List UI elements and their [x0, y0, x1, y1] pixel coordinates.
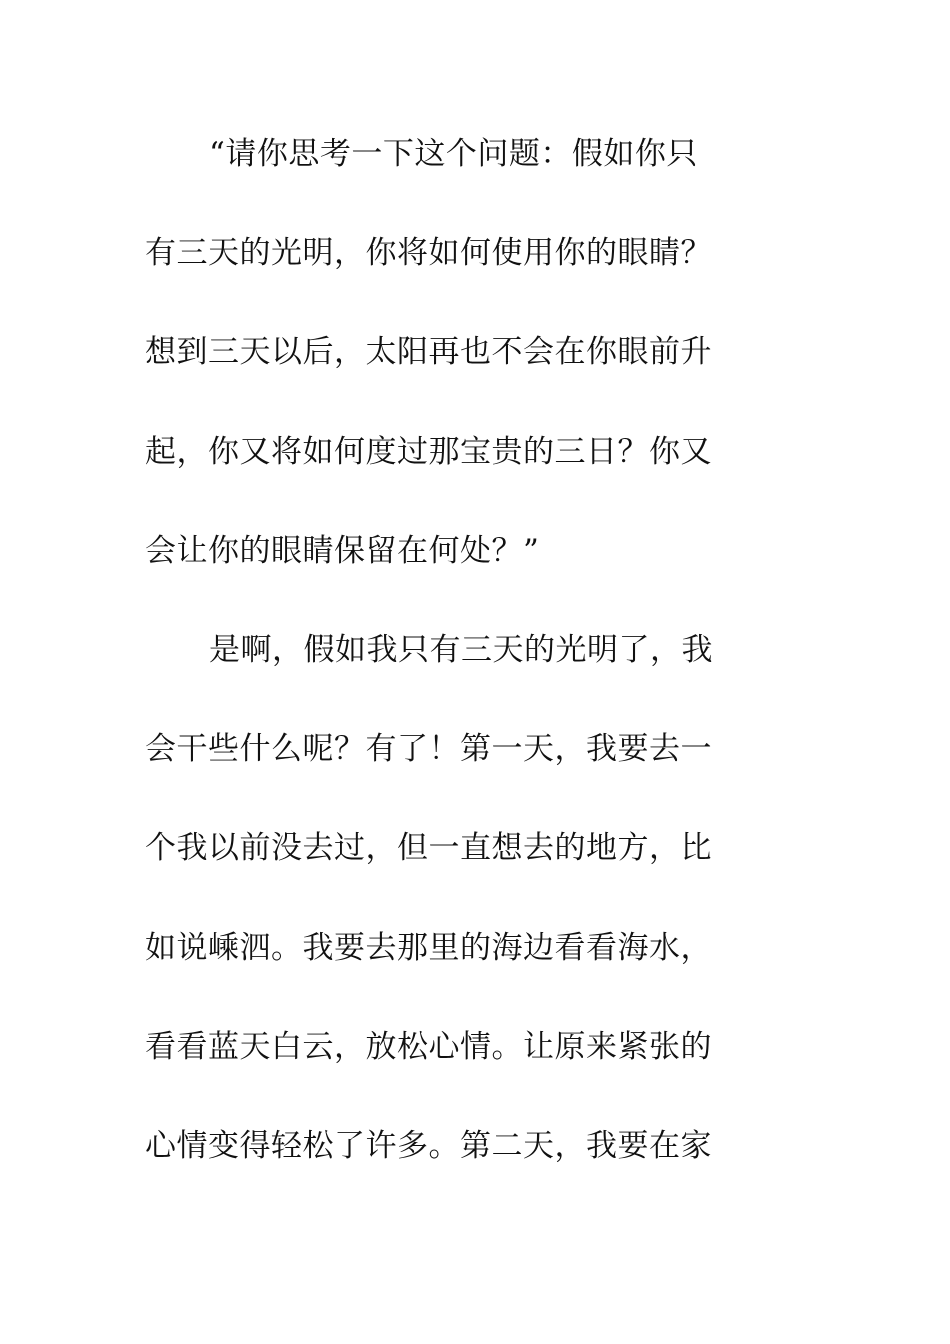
paragraph-2-line-6: 心情变得轻松了许多。第二天，我要在家	[145, 1127, 712, 1164]
paragraph-2-line-2: 会干些什么呢？有了！第一天，我要去一	[145, 731, 712, 768]
paragraph-2-line-3: 个我以前没去过，但一直想去的地方，比	[145, 830, 712, 867]
paragraph-2-line-4: 如说嵊泗。我要去那里的海边看看海水，	[145, 929, 712, 966]
paragraph-1-line-5: 会让你的眼睛保留在何处？”	[145, 532, 540, 569]
paragraph-1-line-1: “请你思考一下这个问题：假如你只	[209, 136, 698, 172]
paragraph-1-line-4: 起，你又将如何度过那宝贵的三日？你又	[145, 433, 712, 470]
body-text	[145, 124, 785, 1215]
paragraph-2-line-5: 看看蓝天白云，放松心情。让原来紧张的	[145, 1028, 712, 1065]
paragraph-1-line-3: 想到三天以后，太阳再也不会在你眼前升	[145, 334, 712, 371]
paragraph-2-line-1: 是啊，假如我只有三天的光明了，我	[209, 631, 713, 668]
paragraph-1-line-2: 有三天的光明，你将如何使用你的眼睛？	[145, 235, 712, 272]
